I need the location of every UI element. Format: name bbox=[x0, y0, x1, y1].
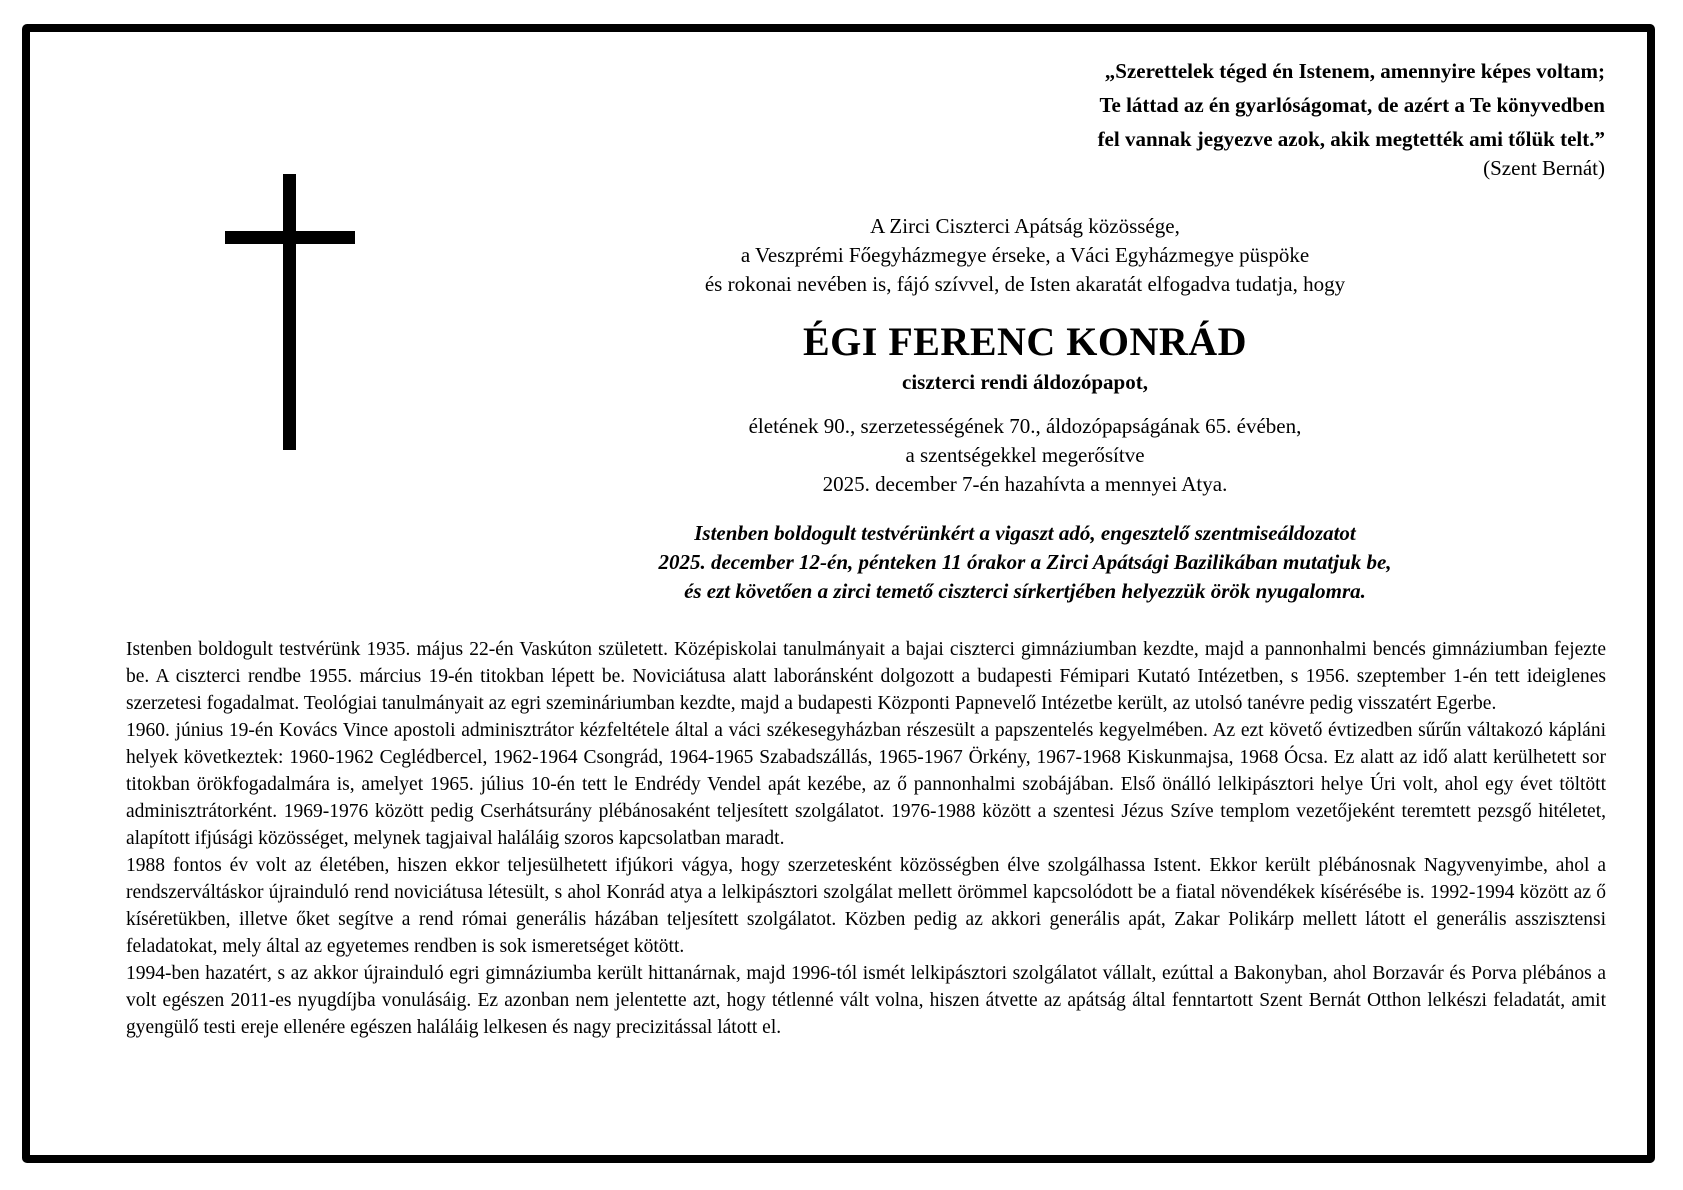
details-line: a szentségekkel megerősítve bbox=[905, 443, 1145, 467]
deceased-title: ciszterci rendi áldozópapot, bbox=[902, 370, 1148, 394]
quote-line: fel vannak jegyezve azok, akik megtették ami tőlük telt.” bbox=[1097, 127, 1605, 151]
intro-line: A Zirci Ciszterci Apátság közössége, bbox=[870, 214, 1180, 238]
quote-line: „Szerettelek téged én Istenem, amennyire képes voltam; bbox=[1104, 59, 1605, 83]
biography-paragraph: 1994-ben hazatért, s az akkor újrainduló egri gimnáziumba került hittanárnak, majd 1996-tól ismét lelkipásztori szolgálatot vállalt, ezúttal a Bakonyban, ahol Borzavár és Porva plébános a volt egészen 2011-es nyugdíjba vonulásáig. Ez azonban nem jelentette azt, hogy tétlenné vált volna, hiszen átvette az apátság által fenntartott Szent Bernát Otthon lelkészi feladatát, amit gyengülő testi ereje ellenére egészen haláláig lelkesen és nagy precizitással látott el. bbox=[126, 963, 1606, 1038]
funeral-mass-notice bbox=[450, 519, 1600, 606]
quote-line: Te láttad az én gyarlóságomat, de azért a Te könyvedben bbox=[1099, 93, 1605, 117]
mourning-border bbox=[22, 24, 1655, 1163]
announcement-intro bbox=[450, 212, 1600, 299]
intro-line: a Veszprémi Főegyházmegye érseke, a Váci Egyházmegye püspöke bbox=[740, 243, 1310, 267]
biography-paragraph: Istenben boldogult testvérünk 1935. május 22-én Vaskúton született. Középiskolai tanulmányait a bajai ciszterci gimnáziumban kezdte, majd a pannonhalmi bencés gimnáziumban fejezte be. A ciszterci rendbe 1955. március 19-én titokban lépett be. Noviciátusa alatt laboránsként dolgozott a budapesti Fémipari Kutató Intézetben, s 1956. szeptember 1-én tett ideiglenes szerzetesi fogadalmat. Teológiai tanulmányait az egri szemináriumban kezdte, majd a budapesti Központi Papnevelő Intézetbe került, az utolsó tanévre pedig visszatért Egerbe. bbox=[126, 639, 1606, 714]
deceased-name: ÉGI FERENC KONRÁD bbox=[802, 319, 1248, 364]
biography bbox=[126, 636, 1606, 1041]
biography-paragraph: 1988 fontos év volt az életében, hiszen ekkor teljesülhetett ifjúkori vágya, hogy szerzetesként közösségben élve szolgálhassa Istent. Ekkor került plébánosnak Nagyvenyimbe, ahol a rendszerváltáskor újrainduló rend noviciátusa létesült, s ahol Konrád atya a lelkipásztori szolgálat mellett örömmel kapcsolódott be a fiatal növendékek kísérésébe is. 1992-1994 között az ő kíséretükben, illetve őket segítve a rend római generális házában teljesített szolgálatot. Közben pedig az akkori generális apát, Zakar Polikárp mellett látott el generális asszisztensi feladatokat, mely által az egyetemes rendben is sok ismeretséget kötött. bbox=[126, 855, 1606, 957]
mass-line: 2025. december 12-én, pénteken 11 órakor a Zirci Apátsági Bazilikában mutatjuk be, bbox=[658, 550, 1392, 574]
details-line: életének 90., szerzetességének 70., áldozópapságának 65. évében, bbox=[748, 414, 1302, 438]
details-line: 2025. december 7-én hazahívta a mennyei Atya. bbox=[822, 472, 1228, 496]
intro-line: és rokonai nevében is, fájó szívvel, de Isten akaratát elfogadva tudatja, hogy bbox=[704, 272, 1346, 296]
quote-author: (Szent Bernát) bbox=[1483, 156, 1605, 180]
biography-paragraph: 1960. június 19-én Kovács Vince apostoli adminisztrátor kézfeltétele által a váci székesegyházban részesült a papszentelés kegyelmében. Az ezt követő évtizedben sűrűn váltakozó káplánі helyek következtek: 1960-1962 Ceglédbercel, 1962-1964 Csongrád, 1964-1965 Szabadszállás, 1965-1967 Örkény, 1967-1968 Kiskunmajsa, 1968 Ócsa. Ez alatt az idő alatt kerülhetett sor titokban örökfogadalmára is, amelyet 1965. július 10-én tett le Endrédy Vendel apát kezébe, az ő pannonhalmi szobájában. Első önálló lelkipásztori helye Úri volt, ahol egy évet töltött adminisztrátorként. 1969-1976 között pedig Cserhátsurány plébánosaként teljesített szolgálatot. 1976-1988 között a szentesi Jézus Szíve templom vezetőjeként teremtett pezsgő hitéletet, alapított ifjúsági közösséget, melynek tagjaival haláláig szoros kapcsolatban maradt. bbox=[126, 720, 1606, 849]
latin-cross-icon bbox=[225, 174, 355, 450]
mass-line: és ezt követően a zirci temető ciszterci sírkertjében helyezzük örök nyugalomra. bbox=[684, 579, 1366, 603]
quote bbox=[905, 54, 1605, 156]
death-details bbox=[450, 412, 1600, 499]
mass-line: Istenben boldogult testvérünkért a vigaszt adó, engesztelő szentmiseáldozatot bbox=[694, 521, 1356, 545]
